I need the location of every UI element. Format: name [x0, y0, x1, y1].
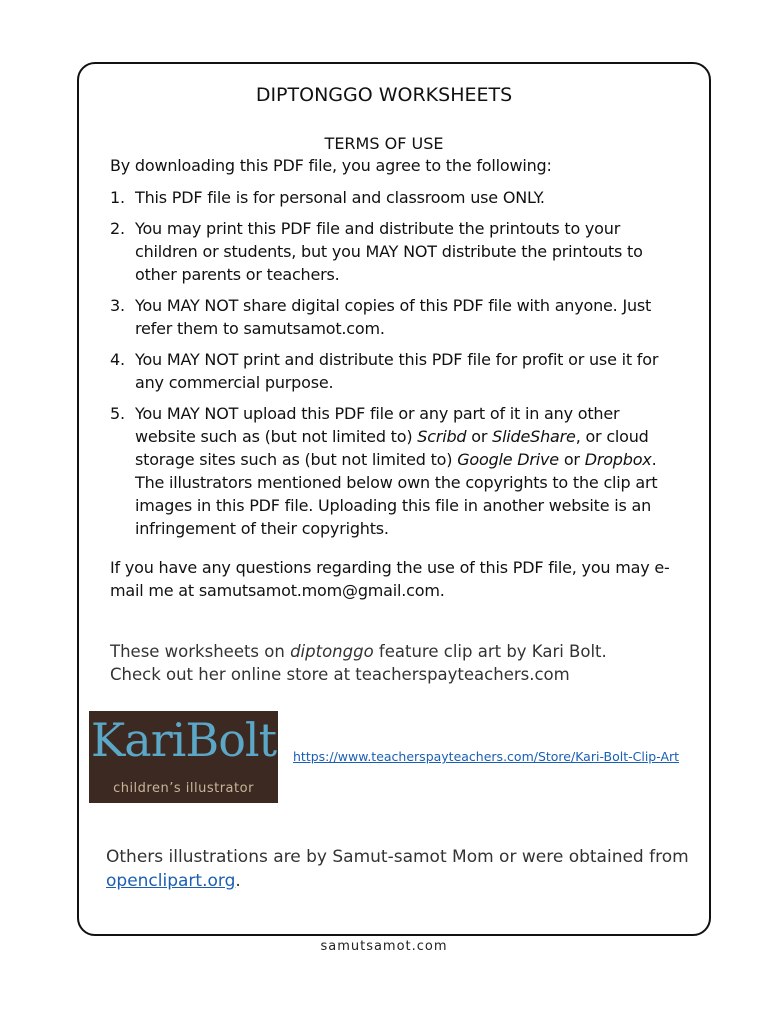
- list-number: 2.: [110, 219, 125, 238]
- store-link[interactable]: https://www.teacherspayteachers.com/Store/Kari-Bolt-Clip-Art: [293, 749, 680, 764]
- rule-text-part: You MAY NOT upload this PDF file or any part of it in any other website such as (but not limited to): [135, 404, 620, 446]
- logo-name: KariBolt: [90, 713, 277, 767]
- credits-text: [110, 640, 690, 686]
- rule-text: This PDF file is for personal and classroom use ONLY.: [135, 188, 545, 207]
- logo-tagline: children’s illustrator: [113, 781, 254, 796]
- list-item: [110, 294, 670, 340]
- credits-part: feature clip art by Kari Bolt.: [373, 642, 607, 661]
- rule-text: You MAY NOT share digital copies of this PDF file with anyone. Just refer them to samutsamot.com.: [135, 296, 652, 338]
- rule-text-part: or: [558, 450, 585, 469]
- terms-heading: TERMS OF USE: [324, 134, 444, 153]
- rule-text: [135, 404, 657, 538]
- scribd-name: Scribd: [417, 427, 467, 446]
- list-number: 4.: [110, 350, 125, 369]
- list-item: [110, 186, 670, 209]
- list-number: 3.: [110, 296, 125, 315]
- credits-italic: diptonggo: [290, 642, 374, 661]
- credits-part: These worksheets on: [110, 642, 291, 661]
- dropbox-name: Dropbox: [584, 450, 652, 469]
- rule-text-part: , or cloud storage sites such as (but not limited to): [135, 427, 649, 469]
- page-title: DIPTONGGO WORKSHEETS: [255, 84, 513, 106]
- list-number: 1.: [110, 188, 125, 207]
- rule-text: You may print this PDF file and distribute the printouts to your children or students, but you MAY NOT distribute the printouts to other parents or teachers.: [135, 219, 643, 284]
- intro-text: By downloading this PDF file, you agree to the following:: [110, 156, 552, 175]
- list-item: [110, 217, 670, 286]
- rule-text-part: or: [466, 427, 493, 446]
- list-item: [110, 348, 670, 394]
- rule-text-part: . The illustrators mentioned below own the copyrights to the clip art images in this PDF file. Uploading this file in another website is an infringement of their copyrights.: [135, 450, 658, 538]
- others-part: Others illustrations are by Samut-samot Mom or were obtained from: [106, 847, 689, 867]
- list-item: [110, 402, 670, 540]
- rule-text: You MAY NOT print and distribute this PDF file for profit or use it for any commercial purpose.: [135, 350, 659, 392]
- google-drive-name: Google Drive: [457, 450, 559, 469]
- openclipart-link[interactable]: openclipart.org: [106, 871, 236, 891]
- contact-text: If you have any questions regarding the use of this PDF file, you may e-mail me at samutsamot.mom@gmail.com.: [110, 558, 670, 600]
- others-text: [106, 845, 706, 893]
- list-number: 5.: [110, 404, 125, 423]
- others-end: .: [235, 871, 241, 891]
- slideshare-name: SlideShare: [492, 427, 576, 446]
- credits-store-line: Check out her online store at teacherspayteachers.com: [110, 665, 570, 684]
- rules-list: [110, 186, 670, 548]
- kari-bolt-logo: [89, 711, 278, 803]
- footer-site: samutsamot.com: [320, 939, 448, 954]
